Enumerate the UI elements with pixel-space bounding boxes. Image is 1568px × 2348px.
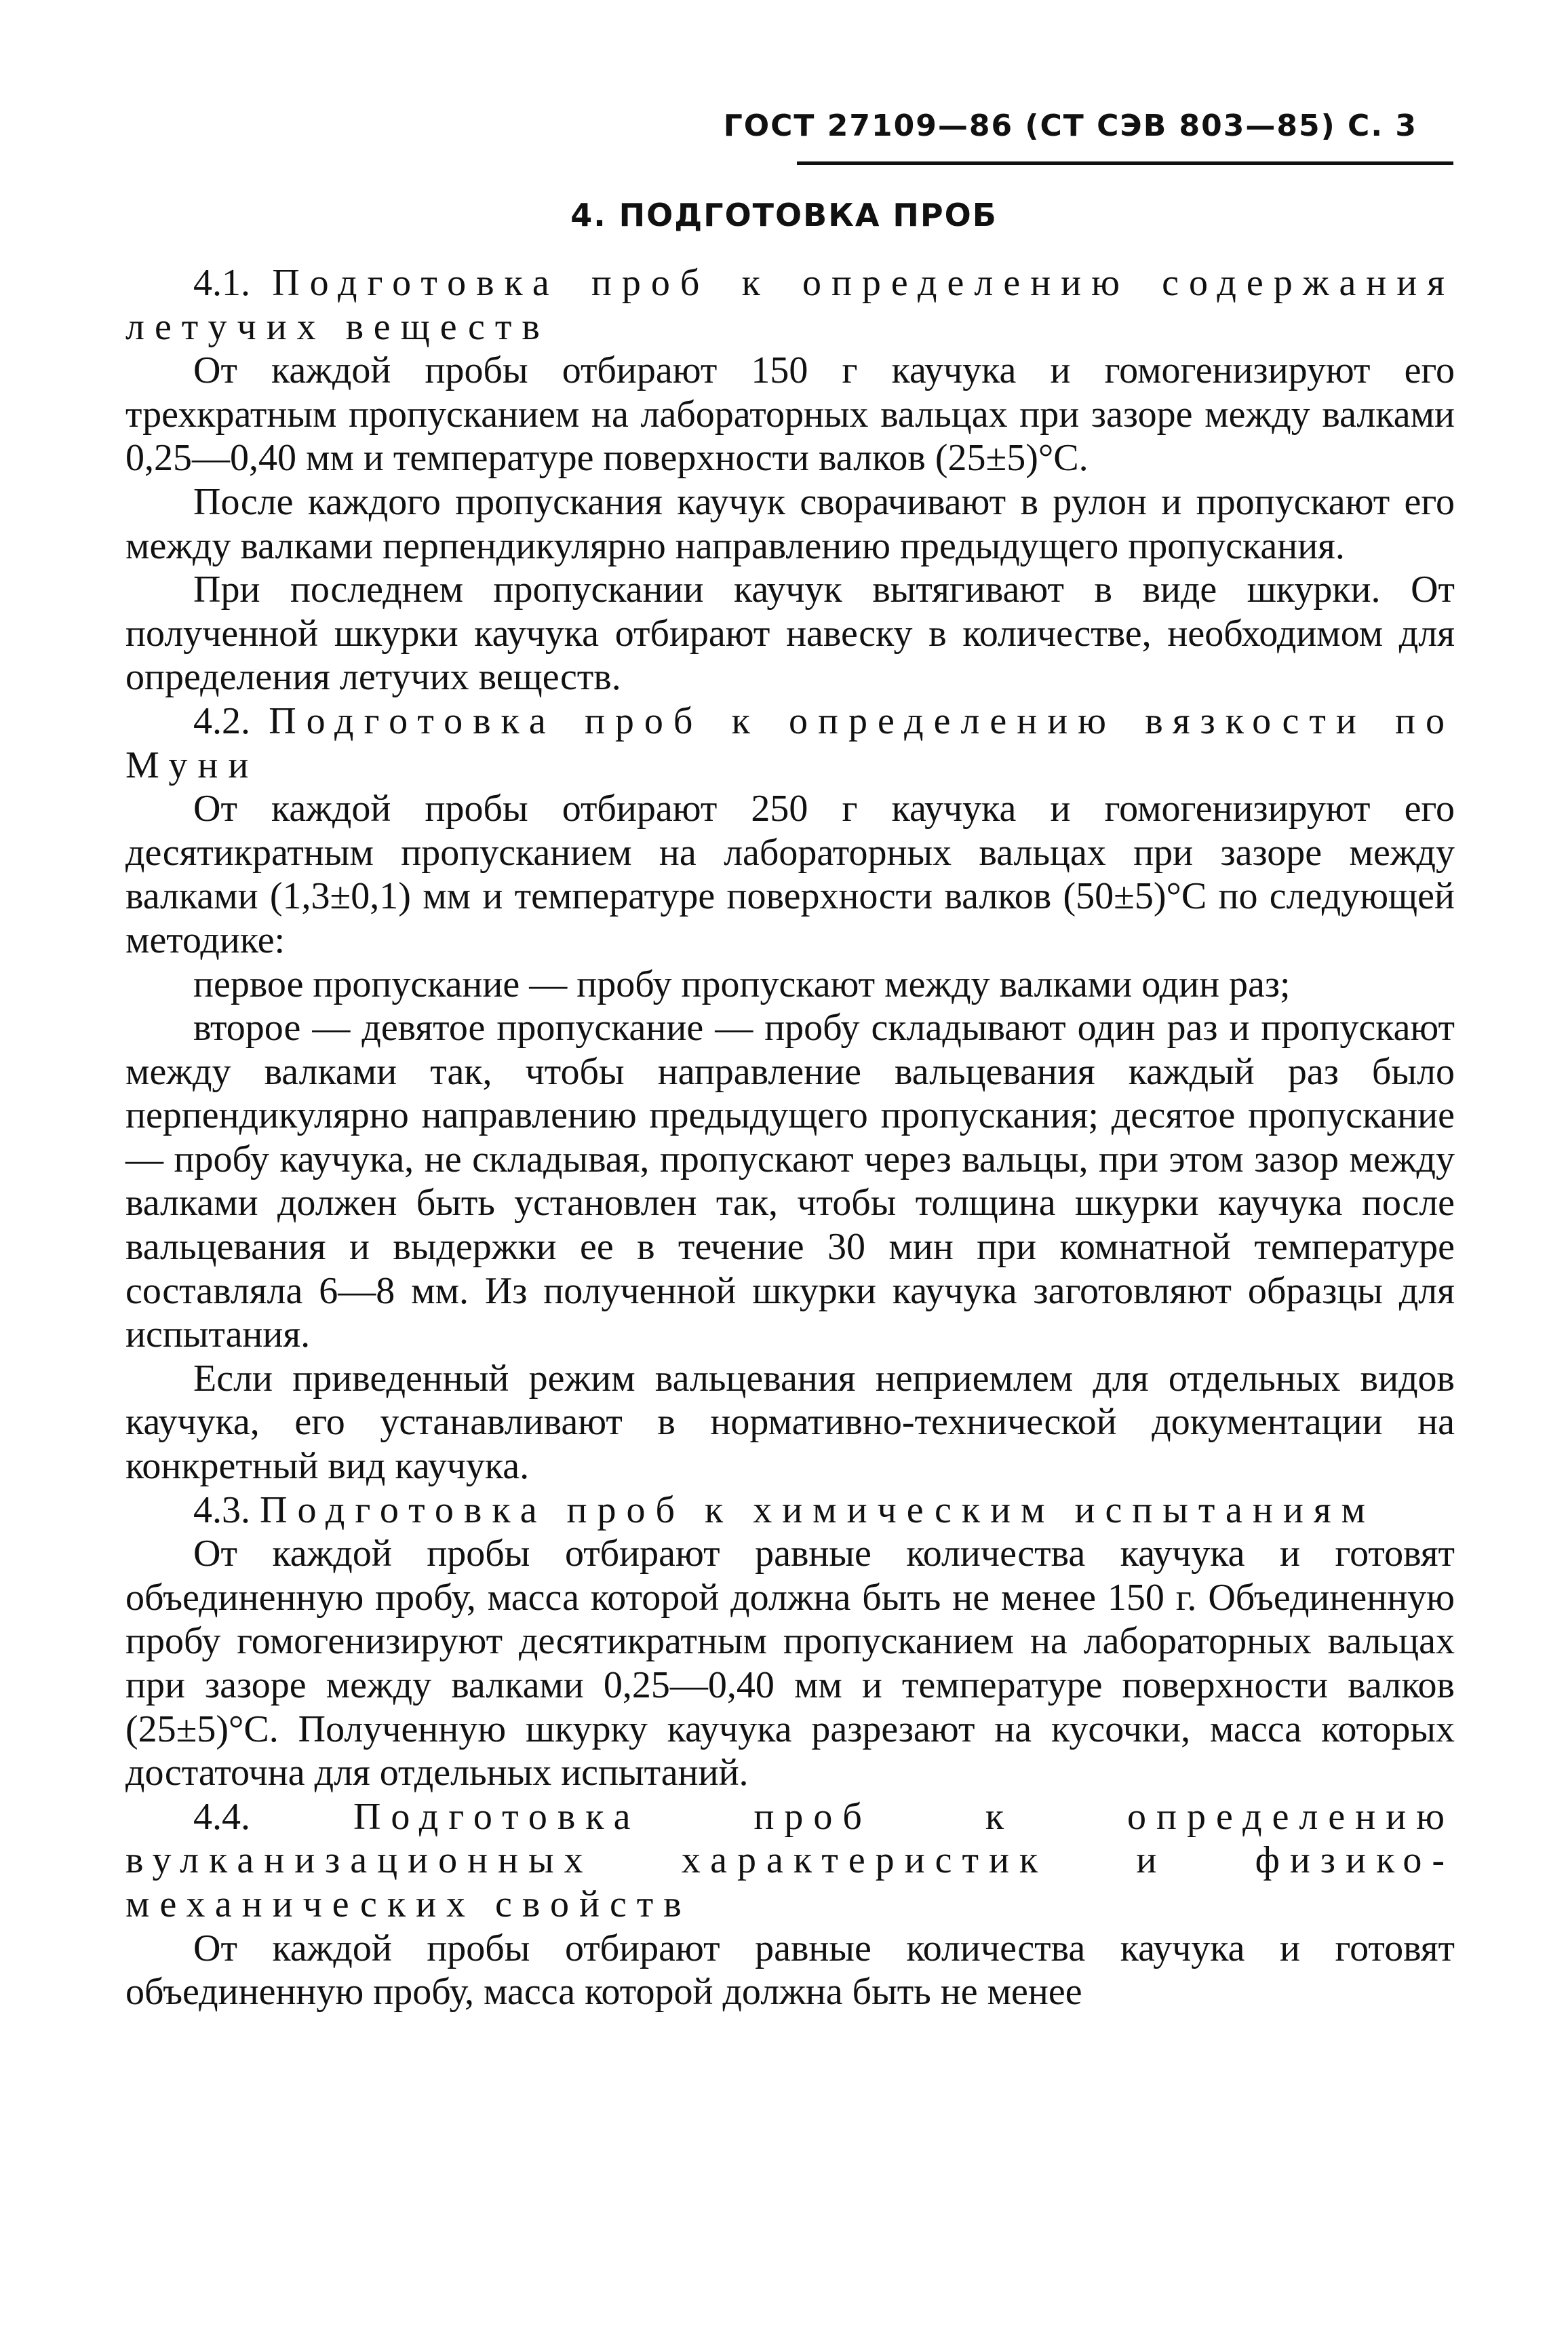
paragraph: Если приведенный режим вальцевания неприемлем для отдельных видов каучука, его устанавливают в нормативно-технической документации на конкретный вид каучука. xyxy=(125,1357,1455,1488)
subsection-number: 4.3. xyxy=(193,1488,250,1531)
section-title: 4. ПОДГОТОВКА ПРОБ xyxy=(570,197,998,233)
document-body xyxy=(125,261,1455,2014)
subsection-number: 4.4. xyxy=(193,1795,250,1838)
header-rule xyxy=(797,161,1453,165)
paragraph: От каждой пробы отбирают равные количества каучука и готовят объединенную пробу, масса которой должна быть не менее 150 г. Объединенную пробу гомогенизируют десятикратным пропусканием на лабораторных вальцах при зазоре между валками 0,25—0,40 мм и температуре поверхности валков (25±5)°С. Полученную шкурку каучука разрезают на кусочки, масса которых достаточна для отдельных испытаний. xyxy=(125,1533,1455,1794)
subsection-title: Подготовка проб к определению вязкости по Муни xyxy=(125,699,1455,786)
subsection-heading-4-3 xyxy=(125,1488,1455,1533)
subsection-title: Подготовка проб к определению вулканизационных характеристик и физико-механических свойств xyxy=(125,1795,1455,1925)
paragraph: От каждой пробы отбирают равные количества каучука и готовят объединенную пробу, масса которой должна быть не менее xyxy=(125,1927,1455,2014)
subsection-title: Подготовка проб к определению содержания летучих веществ xyxy=(125,262,1455,348)
paragraph: При последнем пропускании каучук вытягивают в виде шкурки. От полученной шкурки каучука отбирают навеску в количестве, необходимом для определения летучих веществ. xyxy=(125,569,1455,699)
subsection-heading-4-2 xyxy=(125,699,1455,787)
subsection-title: Подготовка проб к химическим испытаниям xyxy=(260,1488,1376,1531)
paragraph: От каждой пробы отбирают 250 г каучука и гомогенизируют его десятикратным пропусканием на лабораторных вальцах при зазоре между валками (1,3±0,1) мм и температуре поверхности валков (50±5)°С по следующей методике: xyxy=(125,788,1455,961)
subsection-heading-4-1 xyxy=(125,261,1455,349)
subsection-heading-4-4 xyxy=(125,1795,1455,1927)
paragraph: После каждого пропускания каучук сворачивают в рулон и пропускают его между валками перпендикулярно направлению предыдущего пропускания. xyxy=(125,480,1455,567)
running-header: ГОСТ 27109—86 (СТ СЭВ 803—85) С. 3 xyxy=(723,109,1417,143)
subsection-number: 4.2. xyxy=(193,699,250,742)
paragraph: первое пропускание — пробу пропускают между валками один раз; xyxy=(193,963,1291,1005)
paragraph: От каждой пробы отбирают 150 г каучука и гомогенизируют его трехкратным пропусканием на лабораторных вальцах при зазоре между валками 0,25—0,40 мм и температуре поверхности валков (25±5)°С. xyxy=(125,349,1455,480)
subsection-number: 4.1. xyxy=(193,262,250,304)
paragraph: второе — девятое пропускание — пробу складывают один раз и пропускают между валками так, чтобы направление вальцевания каждый раз было перпендикулярно направлению предыдущего пропускания; десятое пропускание — пробу каучука, не складывая, пропускают через вальцы, при этом зазор между валками должен быть установлен так, чтобы толщина шкурки каучука после вальцевания и выдержки ее в течение 30 мин при комнатной температуре составляла 6—8 мм. Из полученной шкурки каучука заготовляют образцы для испытания. xyxy=(125,1007,1455,1356)
